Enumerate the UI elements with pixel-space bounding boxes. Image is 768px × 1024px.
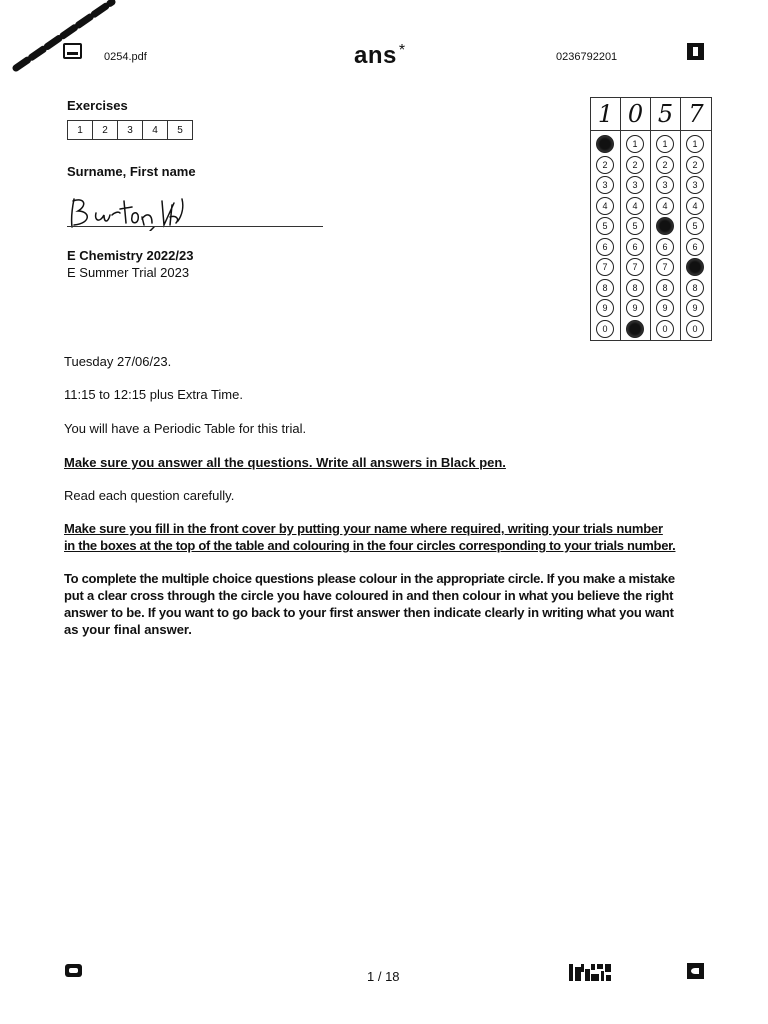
- page-number: 1 / 18: [367, 969, 400, 984]
- digit-bubble[interactable]: 3: [686, 176, 704, 194]
- digit-bubble[interactable]: 0: [596, 320, 614, 338]
- digit-column: [621, 98, 651, 340]
- corner-marker-icon: [687, 43, 704, 60]
- front-cover-instruction-line: Make sure you fill in the front cover by putting your name where required, writing your trials number: [64, 521, 663, 536]
- digit-bubble[interactable]: 9: [686, 299, 704, 317]
- digit-bubble[interactable]: 4: [626, 197, 644, 215]
- digit-bubble[interactable]: 6: [596, 238, 614, 256]
- mcq-instruction-line: as your final answer.: [64, 622, 192, 637]
- digit-bubble[interactable]: 8: [596, 279, 614, 297]
- digit-bubble[interactable]: [596, 135, 614, 153]
- handwritten-digit[interactable]: 0: [621, 98, 650, 131]
- digit-bubble[interactable]: 8: [626, 279, 644, 297]
- footer-marker-icon: [65, 964, 82, 977]
- digit-bubble[interactable]: 2: [686, 156, 704, 174]
- read-carefully-note: Read each question carefully.: [64, 488, 235, 503]
- digit-bubble[interactable]: 9: [626, 299, 644, 317]
- digit-bubble[interactable]: 0: [686, 320, 704, 338]
- digit-bubble[interactable]: 3: [656, 176, 674, 194]
- digit-bubble[interactable]: 1: [686, 135, 704, 153]
- name-label: Surname, First name: [67, 164, 196, 179]
- barcode-icon: [569, 964, 611, 981]
- digit-bubble[interactable]: 2: [626, 156, 644, 174]
- digit-bubble[interactable]: [656, 217, 674, 235]
- file-name: 0254.pdf: [104, 51, 147, 63]
- mcq-instruction-line: put a clear cross through the circle you have coloured in and then colour in what you believe the right: [64, 588, 674, 603]
- mcq-instruction-line: answer to be. If you want to go back to your first answer then indicate clearly in writing what you want: [64, 605, 674, 620]
- digit-bubble[interactable]: 6: [626, 238, 644, 256]
- digit-bubble[interactable]: 2: [596, 156, 614, 174]
- student-number-grid: [590, 97, 712, 341]
- digit-bubble[interactable]: 9: [656, 299, 674, 317]
- digit-bubble[interactable]: 7: [626, 258, 644, 276]
- corner-staple-mark: [12, 0, 116, 72]
- digit-bubble[interactable]: 1: [656, 135, 674, 153]
- digit-bubble[interactable]: 5: [626, 217, 644, 235]
- course-title: E Chemistry 2022/23: [67, 248, 194, 263]
- exercise-box[interactable]: 5: [167, 120, 193, 140]
- exercises-title: Exercises: [67, 98, 128, 113]
- digit-bubble[interactable]: 2: [656, 156, 674, 174]
- digit-column: [651, 98, 681, 340]
- document-number: 0236792201: [556, 51, 618, 63]
- digit-bubble[interactable]: 5: [686, 217, 704, 235]
- file-icon: [63, 43, 82, 59]
- digit-bubble[interactable]: 0: [656, 320, 674, 338]
- digit-column: [591, 98, 621, 340]
- trial-title: E Summer Trial 2023: [67, 265, 190, 280]
- digit-bubble[interactable]: 3: [596, 176, 614, 194]
- exercise-boxes: [67, 120, 192, 140]
- exercise-box[interactable]: 1: [67, 120, 93, 140]
- digit-bubble[interactable]: 4: [686, 197, 704, 215]
- logo-mark: *: [398, 42, 406, 59]
- digit-column: [681, 98, 711, 340]
- digit-bubble[interactable]: 7: [596, 258, 614, 276]
- exercise-box[interactable]: 2: [92, 120, 118, 140]
- mcq-instruction-line: To complete the multiple choice questions please colour in the appropriate circle. If you make a mistake: [64, 571, 675, 586]
- exercise-box[interactable]: 3: [117, 120, 143, 140]
- digit-bubble[interactable]: [626, 320, 644, 338]
- digit-bubble[interactable]: 8: [656, 279, 674, 297]
- digit-bubble[interactable]: 4: [656, 197, 674, 215]
- exam-date: Tuesday 27/06/23.: [64, 354, 172, 369]
- logo-text: ans: [354, 42, 397, 69]
- digit-bubble[interactable]: 5: [596, 217, 614, 235]
- handwritten-digit[interactable]: 1: [591, 98, 620, 131]
- digit-bubble[interactable]: 1: [626, 135, 644, 153]
- digit-bubble[interactable]: 6: [656, 238, 674, 256]
- signature-line: [67, 226, 323, 227]
- digit-bubble[interactable]: 7: [656, 258, 674, 276]
- digit-bubble[interactable]: [686, 258, 704, 276]
- periodic-table-note: You will have a Periodic Table for this trial.: [64, 421, 307, 436]
- footer-corner-marker-icon: [687, 963, 704, 979]
- digit-bubble[interactable]: 4: [596, 197, 614, 215]
- handwritten-digit[interactable]: 7: [681, 98, 711, 131]
- exercise-box[interactable]: 4: [142, 120, 168, 140]
- digit-bubble[interactable]: 9: [596, 299, 614, 317]
- front-cover-instruction-line: in the boxes at the top of the table and colouring in the four circles corresponding to your trials number.: [64, 538, 676, 553]
- digit-bubble[interactable]: 6: [686, 238, 704, 256]
- exam-time: 11:15 to 12:15 plus Extra Time.: [64, 387, 243, 402]
- digit-bubble[interactable]: 8: [686, 279, 704, 297]
- digit-bubble[interactable]: 3: [626, 176, 644, 194]
- answer-all-instruction: Make sure you answer all the questions. Write all answers in Black pen.: [64, 455, 506, 470]
- handwritten-digit[interactable]: 5: [651, 98, 680, 131]
- logo: [354, 42, 406, 70]
